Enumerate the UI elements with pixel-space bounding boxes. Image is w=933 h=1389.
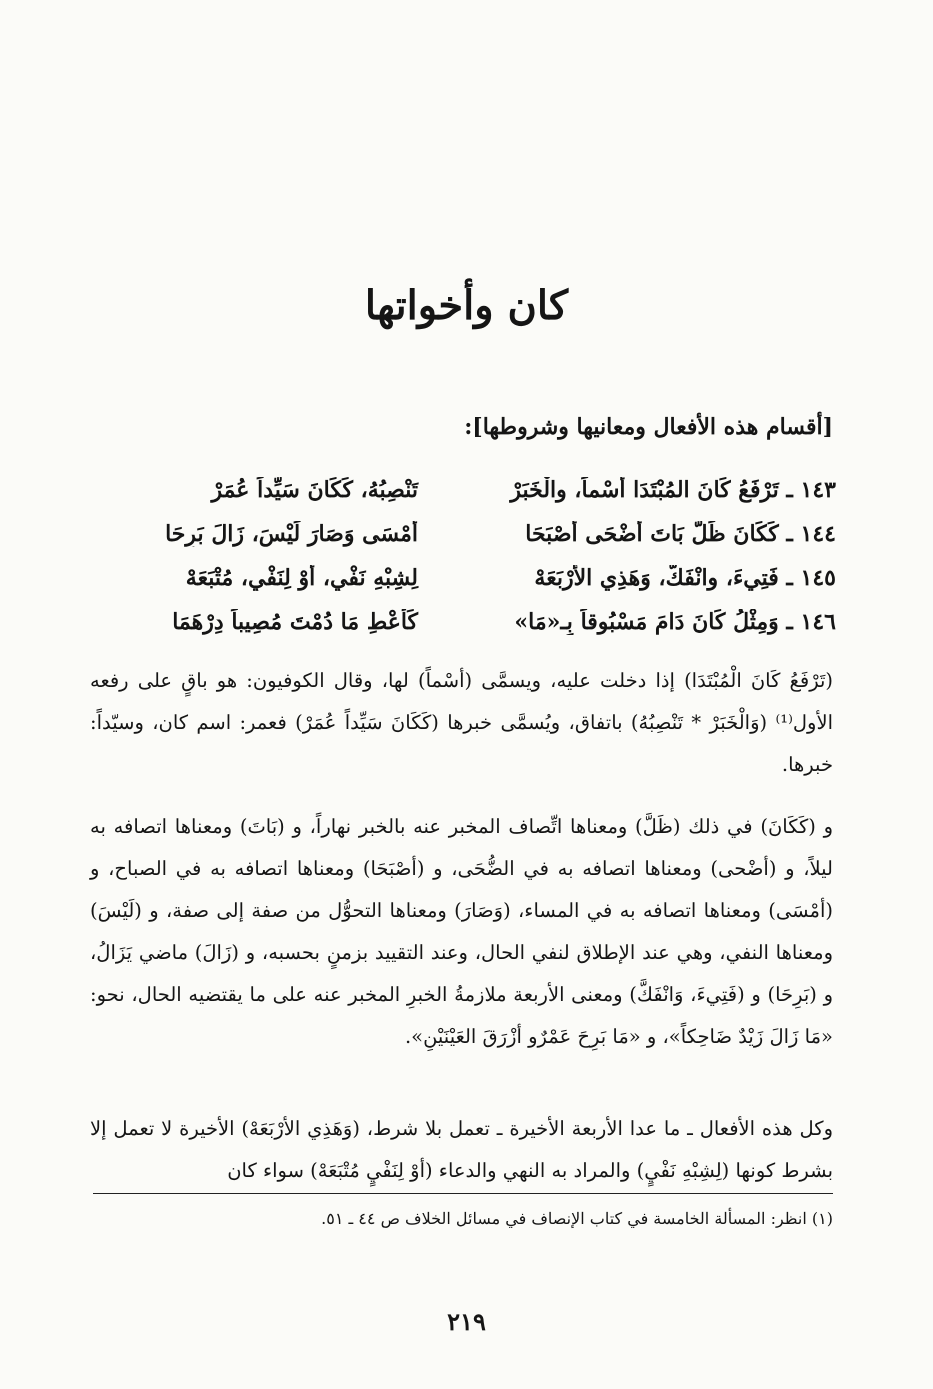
verse-144 xyxy=(60,512,836,556)
verse-second-hemistich: لِشِبْهِ نَفْيٍ، أوْ لِنَفْيٍ، مُتْبَعَهْ xyxy=(185,565,418,591)
verse-first-hemistich: ١٤٦ ـ وَمِثْلُ كَانَ دَامَ مَسْبُوقاً بِـ«مَا» xyxy=(514,609,836,635)
verse-block xyxy=(60,468,836,644)
verse-first-hemistich: ١٤٤ ـ كَكَانَ ظَلَّ بَاتَ أضْحَى أصْبَحَا xyxy=(525,521,836,547)
commentary-paragraph-2: و (كَكَانَ) في ذلك (ظَلَّ) ومعناها اتِّصاف المخبر عنه بالخبر نهاراً، و (بَاتَ) ومعناها اتصافه به ليلاً، و (أضْحى) ومعناها اتصافه به في الضُّحَى، و (أصْبَحَا) ومعناها اتصافه به في الصباح، و (أمْسَى) ومعناها اتصافه به في المساء، (وَصَارَ) ومعناها التحوُّل من صفة إلى صفة، و (لَيْسَ) ومعناها النفي، وهي عند الإطلاق لنفي الحال، وعند التقييد بزمنٍ بحسبه، و (زَالَ) ماضي يَزَالُ، و (بَرِحَا) و (فَتِيءَ، وَانْفَكَّ) ومعنى الأربعة ملازمةُ الخبرِ المخبر عنه على ما يقتضيه الحال، نحو: «مَا زَالَ زَيْدٌ ضَاحِكاً»، و «مَا بَرِحَ عَمْرٌو أزْرَقَ العَيْنَيْنِ». xyxy=(90,815,833,1048)
page-number: ٢١٩ xyxy=(447,1307,486,1336)
verse-second-hemistich: كَأعْطِ مَا دُمْتَ مُصِيباً دِرْهَمَا xyxy=(172,609,418,635)
verse-first-hemistich: ١٤٥ ـ فَتِيءَ، وانْفَكَّ، وَهَذِي الأرْبَعَهْ xyxy=(534,565,836,591)
verse-first-hemistich: ١٤٣ ـ تَرْفَعُ كَانَ المُبْتَدَا أسْماً، والْخَبَرْ xyxy=(510,477,836,503)
commentary-paragraph-1: (تَرْفَعُ كَانَ الْمُبْتَدَا) إذا دخلت عليه، ويسمَّى (أسْماً) لها، وقال الكوفيون: هو باقٍ على رفعه الأول⁽¹⁾ (وَالْخَبَرْ * تَنْصِبُهُ) باتفاق، ويُسمَّى خبرها (كَكَانَ سَيِّداً عُمَرْ) فعمر: اسم كان، وسيّداً: خبرها. xyxy=(90,669,833,776)
verse-second-hemistich: أمْسَى وَصَارَ لَيْسَ، زَالَ بَرِحَا xyxy=(165,521,418,547)
verse-145 xyxy=(60,556,836,600)
section-heading: [أقسام هذه الأفعال ومعانيها وشروطها]: xyxy=(464,414,833,440)
verse-second-hemistich: تَنْصِبُهُ، كَكَانَ سَيِّداً عُمَرْ xyxy=(211,477,418,503)
verse-146 xyxy=(60,600,836,644)
commentary-paragraph-3: وكل هذه الأفعال ـ ما عدا الأربعة الأخيرة ـ تعمل بلا شرط، (وَهَذِي الأرْبَعَهْ) الأخيرة لا تعمل إلا بشرط كونها (لِشِبْهِ نَفْيٍ) والمراد به النهي والدعاء (أوْ لِنَفْيٍ مُتْبَعَهْ) سواء كان xyxy=(90,1117,833,1182)
chapter-title: كان وأخواتها xyxy=(364,282,569,329)
footnote-divider xyxy=(93,1193,833,1194)
footnote: (١) انظر: المسألة الخامسة في كتاب الإنصاف في مسائل الخلاف ص ٤٤ ـ ٥١. xyxy=(321,1209,833,1228)
verse-143 xyxy=(60,468,836,512)
